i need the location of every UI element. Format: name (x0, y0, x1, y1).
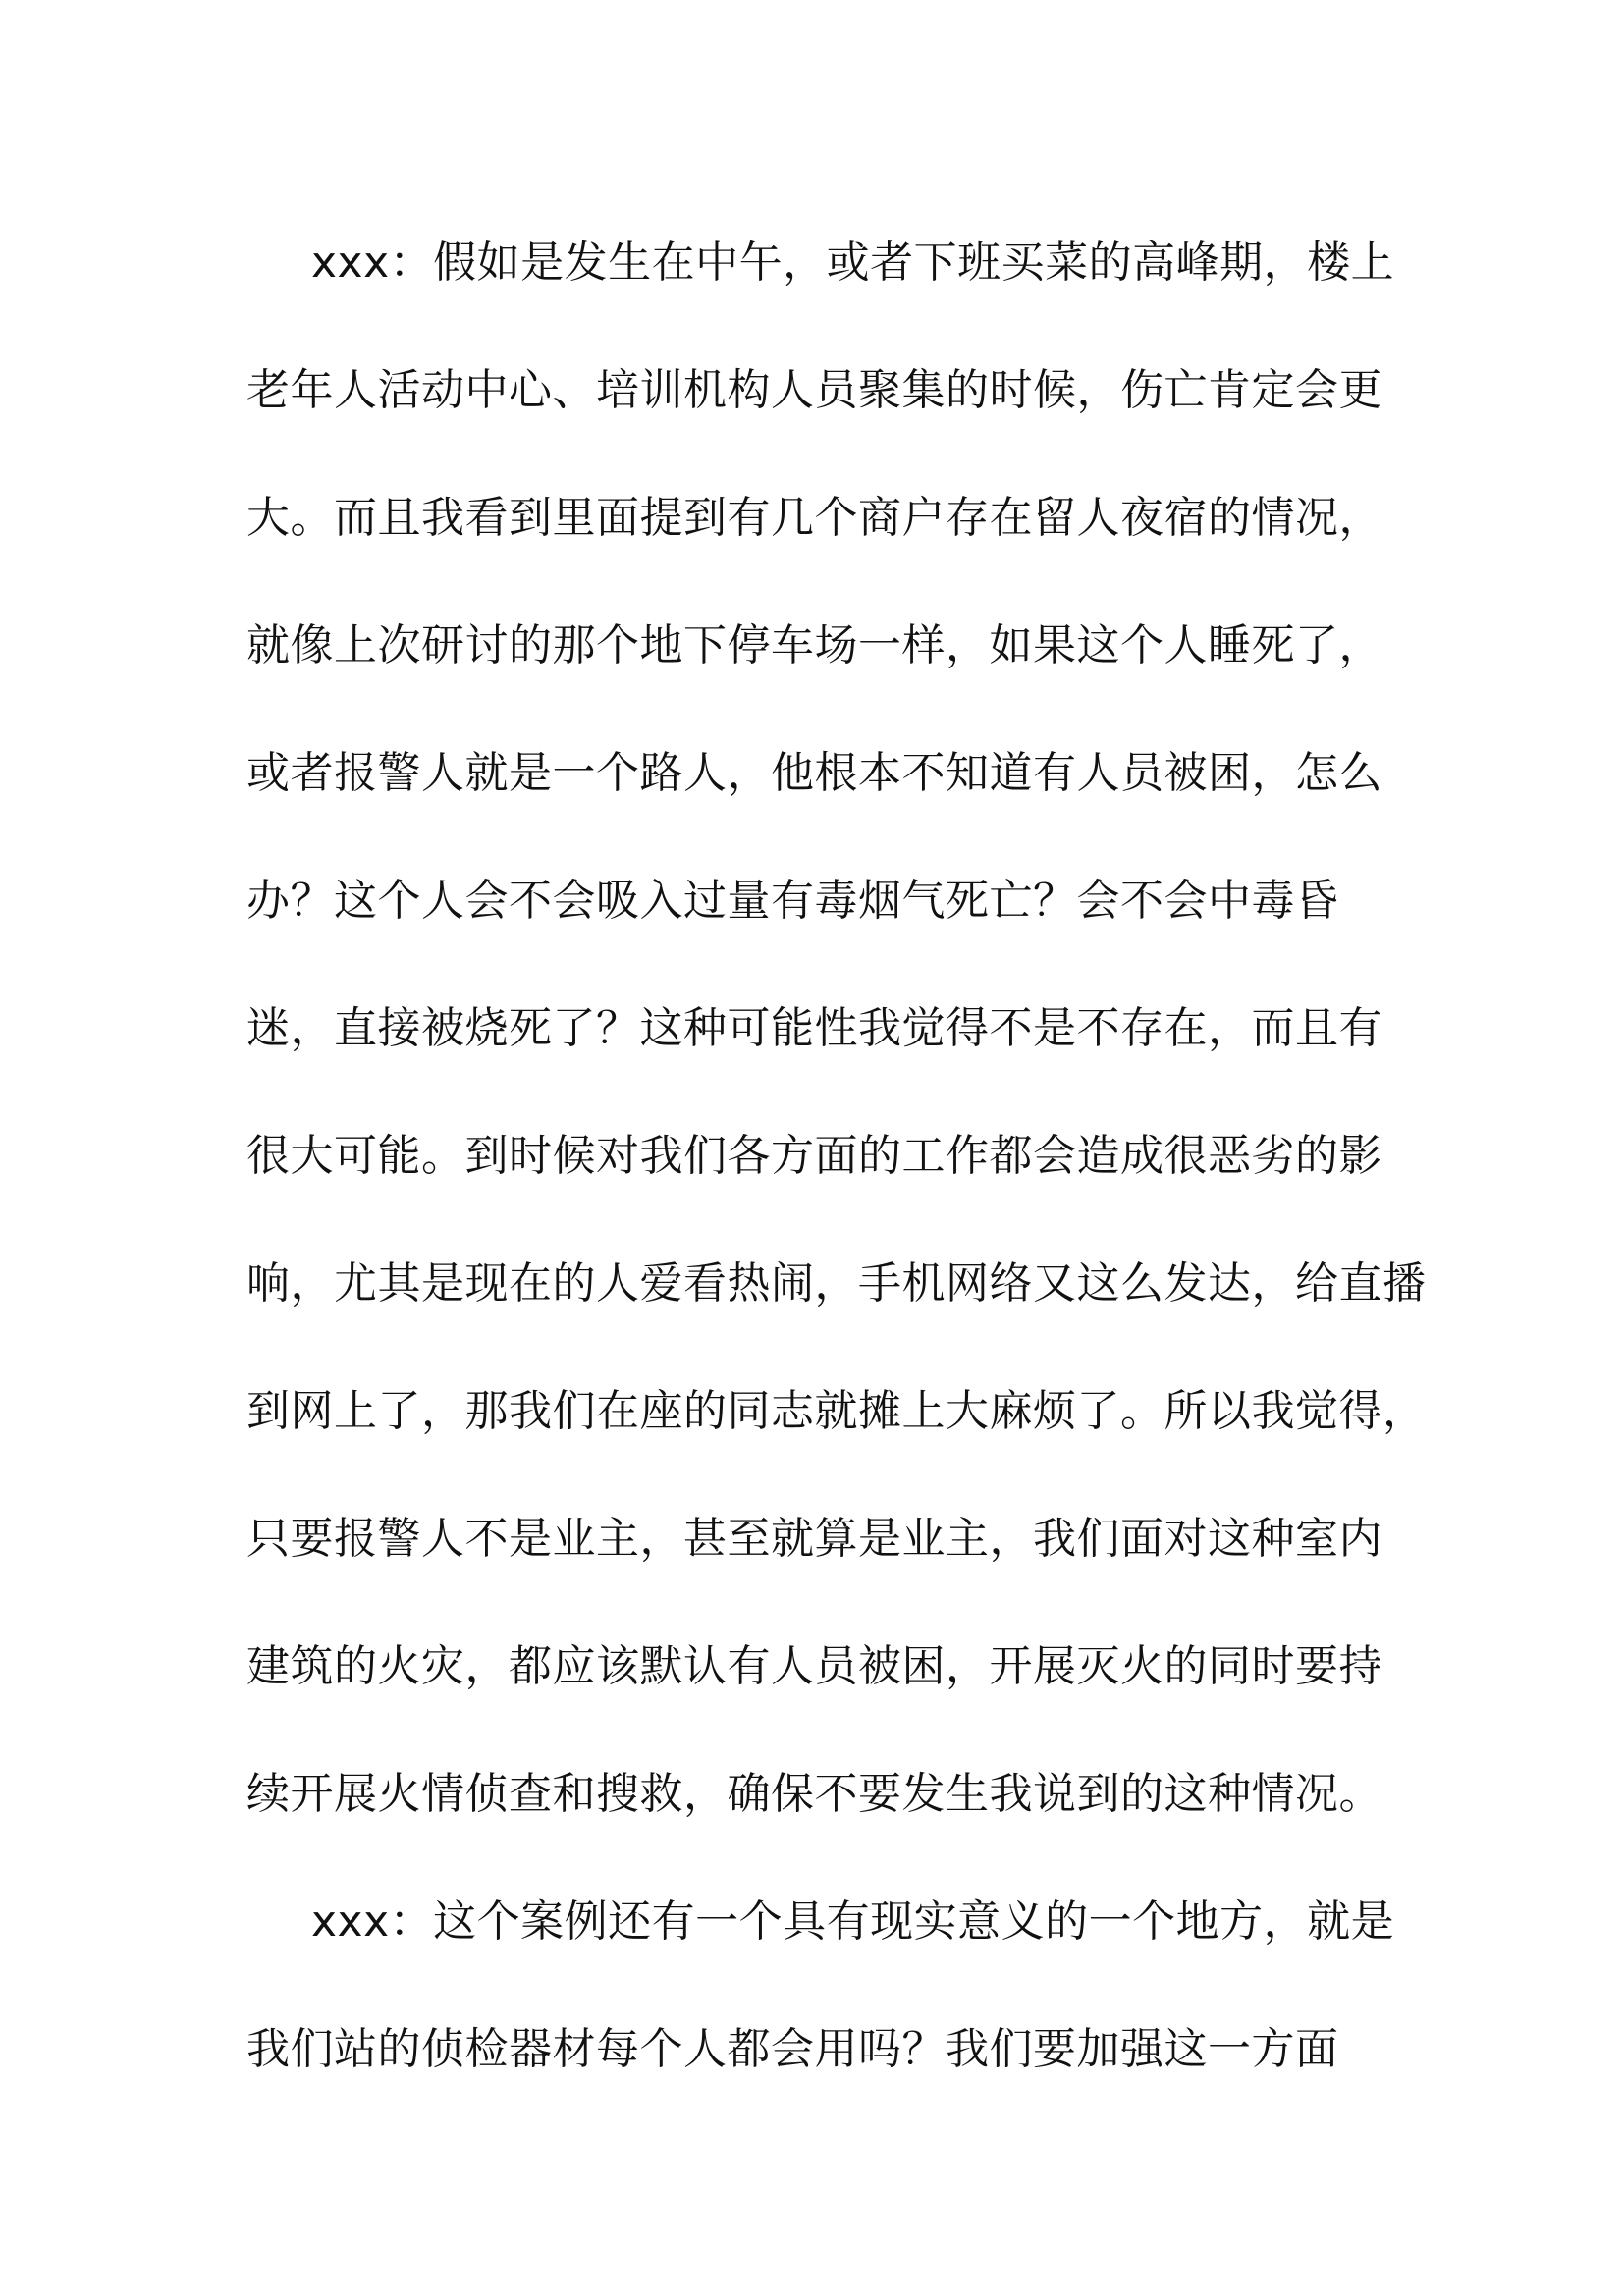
text-line: 我们站的侦检器材每个人都会用吗？我们要加强这一方面 (246, 2024, 1339, 2074)
text-line: xxx：假如是发生在中午，或者下班买菜的高峰期，楼上 (311, 238, 1395, 288)
text-line: xxx：这个案例还有一个具有现实意义的一个地方，就是 (311, 1896, 1395, 1947)
text-line: 办？这个人会不会吸入过量有毒烟气死亡？会不会中毒昏 (246, 876, 1339, 926)
text-line: 大。而且我看到里面提到有几个商户存在留人夜宿的情况， (246, 493, 1382, 543)
text-line: 迷，直接被烧死了？这种可能性我觉得不是不存在，而且有 (246, 1003, 1382, 1053)
text-line: 只要报警人不是业主，甚至就算是业主，我们面对这种室内 (246, 1514, 1382, 1564)
document-body (246, 224, 1427, 2138)
text-line: 到网上了，那我们在座的同志就摊上大麻烦了。所以我觉得， (246, 1386, 1427, 1436)
paragraph-2 (246, 1883, 1395, 2138)
text-line: 续开展火情侦查和搜救，确保不要发生我说到的这种情况。 (246, 1769, 1382, 1819)
text-line: 建筑的火灾，都应该默认有人员被困，开展灭火的同时要持 (246, 1641, 1382, 1691)
paragraph-1 (246, 224, 1427, 1883)
text-line: 或者报警人就是一个路人，他根本不知道有人员被困，怎么 (246, 748, 1382, 798)
text-line: 响，尤其是现在的人爱看热闹，手机网络又这么发达，给直播 (246, 1258, 1427, 1308)
text-line: 就像上次研讨的那个地下停车场一样，如果这个人睡死了， (246, 620, 1382, 670)
text-line: 老年人活动中心、培训机构人员聚集的时候，伤亡肯定会更 (246, 365, 1382, 415)
text-line: 很大可能。到时候对我们各方面的工作都会造成很恶劣的影 (246, 1131, 1382, 1181)
